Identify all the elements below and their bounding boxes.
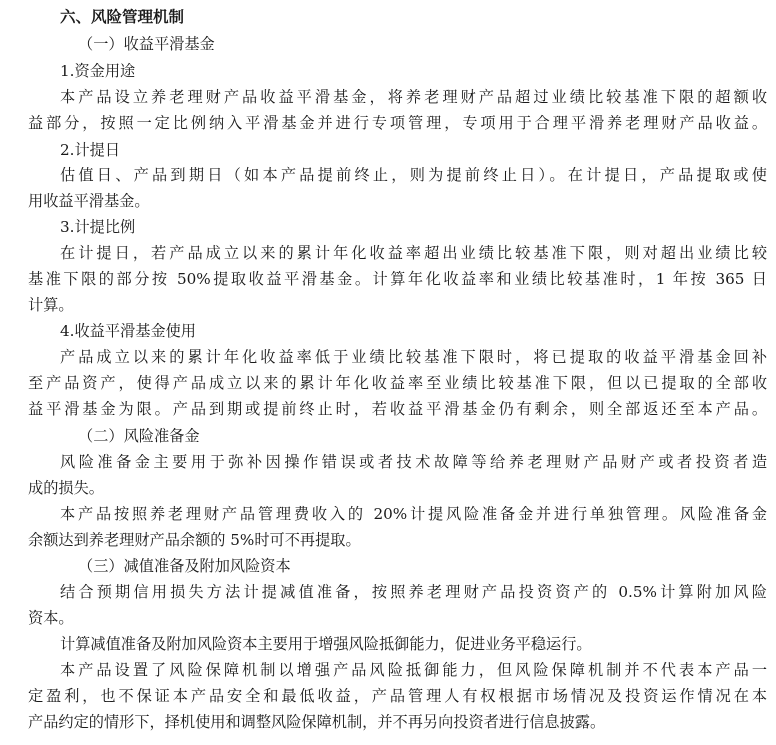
subsection-title: （二）风险准备金 (78, 427, 200, 445)
item-title: 4.收益平滑基金使用 (60, 322, 196, 340)
paragraph-line: 基准下限的部分按 50%提取收益平滑基金。计算年化收益率和业绩比较基准时，1 年按 365 日 (28, 270, 767, 288)
section-title: 六、风险管理机制 (60, 8, 185, 26)
paragraph-line: 余额达到养老理财产品余额的 5%时可不再提取。 (28, 531, 361, 549)
paragraph-line: 益平滑基金为限。产品到期或提前终止时，若收益平滑基金仍有剩余，则全部返还至本产品。 (28, 400, 767, 418)
paragraph-line: 成的损失。 (28, 479, 104, 497)
subsection-title: （一）收益平滑基金 (78, 35, 215, 53)
paragraph-line: 产品约定的情形下，择机使用和调整风险保障机制，并不再另向投资者进行信息披露。 (28, 713, 606, 731)
paragraph-line: 风险准备金主要用于弥补因操作错误或者技术故障等给养老理财产品财产或者投资者造 (60, 453, 767, 471)
item-title: 2.计提日 (60, 141, 121, 159)
paragraph-line: 估值日、产品到期日（如本产品提前终止，则为提前终止日）。在计提日，产品提取或使 (60, 166, 767, 184)
subsection-title: （三）减值准备及附加风险资本 (78, 557, 291, 575)
paragraph-line: 资本。 (28, 609, 74, 627)
paragraph-line: 益部分，按照一定比例纳入平滑基金并进行专项管理，专项用于合理平滑养老理财产品收益。 (28, 114, 767, 132)
paragraph-line: 本产品按照养老理财产品管理费收入的 20%计提风险准备金并进行单独管理。风险准备金 (60, 505, 767, 523)
item-title: 3.计提比例 (60, 218, 136, 236)
paragraph-line: 产品成立以来的累计年化收益率低于业绩比较基准下限时，将已提取的收益平滑基金回补 (60, 348, 767, 366)
paragraph-line: 定盈利，也不保证本产品安全和最低收益，产品管理人有权根据市场情况及投资运作情况在本 (28, 687, 767, 705)
paragraph-line: 计算。 (28, 296, 74, 314)
paragraph-line: 本产品设置了风险保障机制以增强产品风险抵御能力，但风险保障机制并不代表本产品一 (60, 661, 767, 679)
paragraph-line: 结合预期信用损失方法计提减值准备，按照养老理财产品投资资产的 0.5%计算附加风险 (60, 583, 767, 601)
paragraph-line: 至产品资产，使得产品成立以来的累计年化收益率至业绩比较基准下限，但以已提取的全部收 (28, 374, 767, 392)
paragraph-line: 本产品设立养老理财产品收益平滑基金，将养老理财产品超过业绩比较基准下限的超额收 (60, 88, 767, 106)
paragraph-line: 用收益平滑基金。 (28, 192, 150, 210)
paragraph-line: 计算减值准备及附加风险资本主要用于增强风险抵御能力，促进业务平稳运行。 (60, 635, 592, 653)
item-title: 1.资金用途 (60, 62, 136, 80)
paragraph-line: 在计提日，若产品成立以来的累计年化收益率超出业绩比较基准下限，则对超出业绩比较 (60, 244, 767, 262)
